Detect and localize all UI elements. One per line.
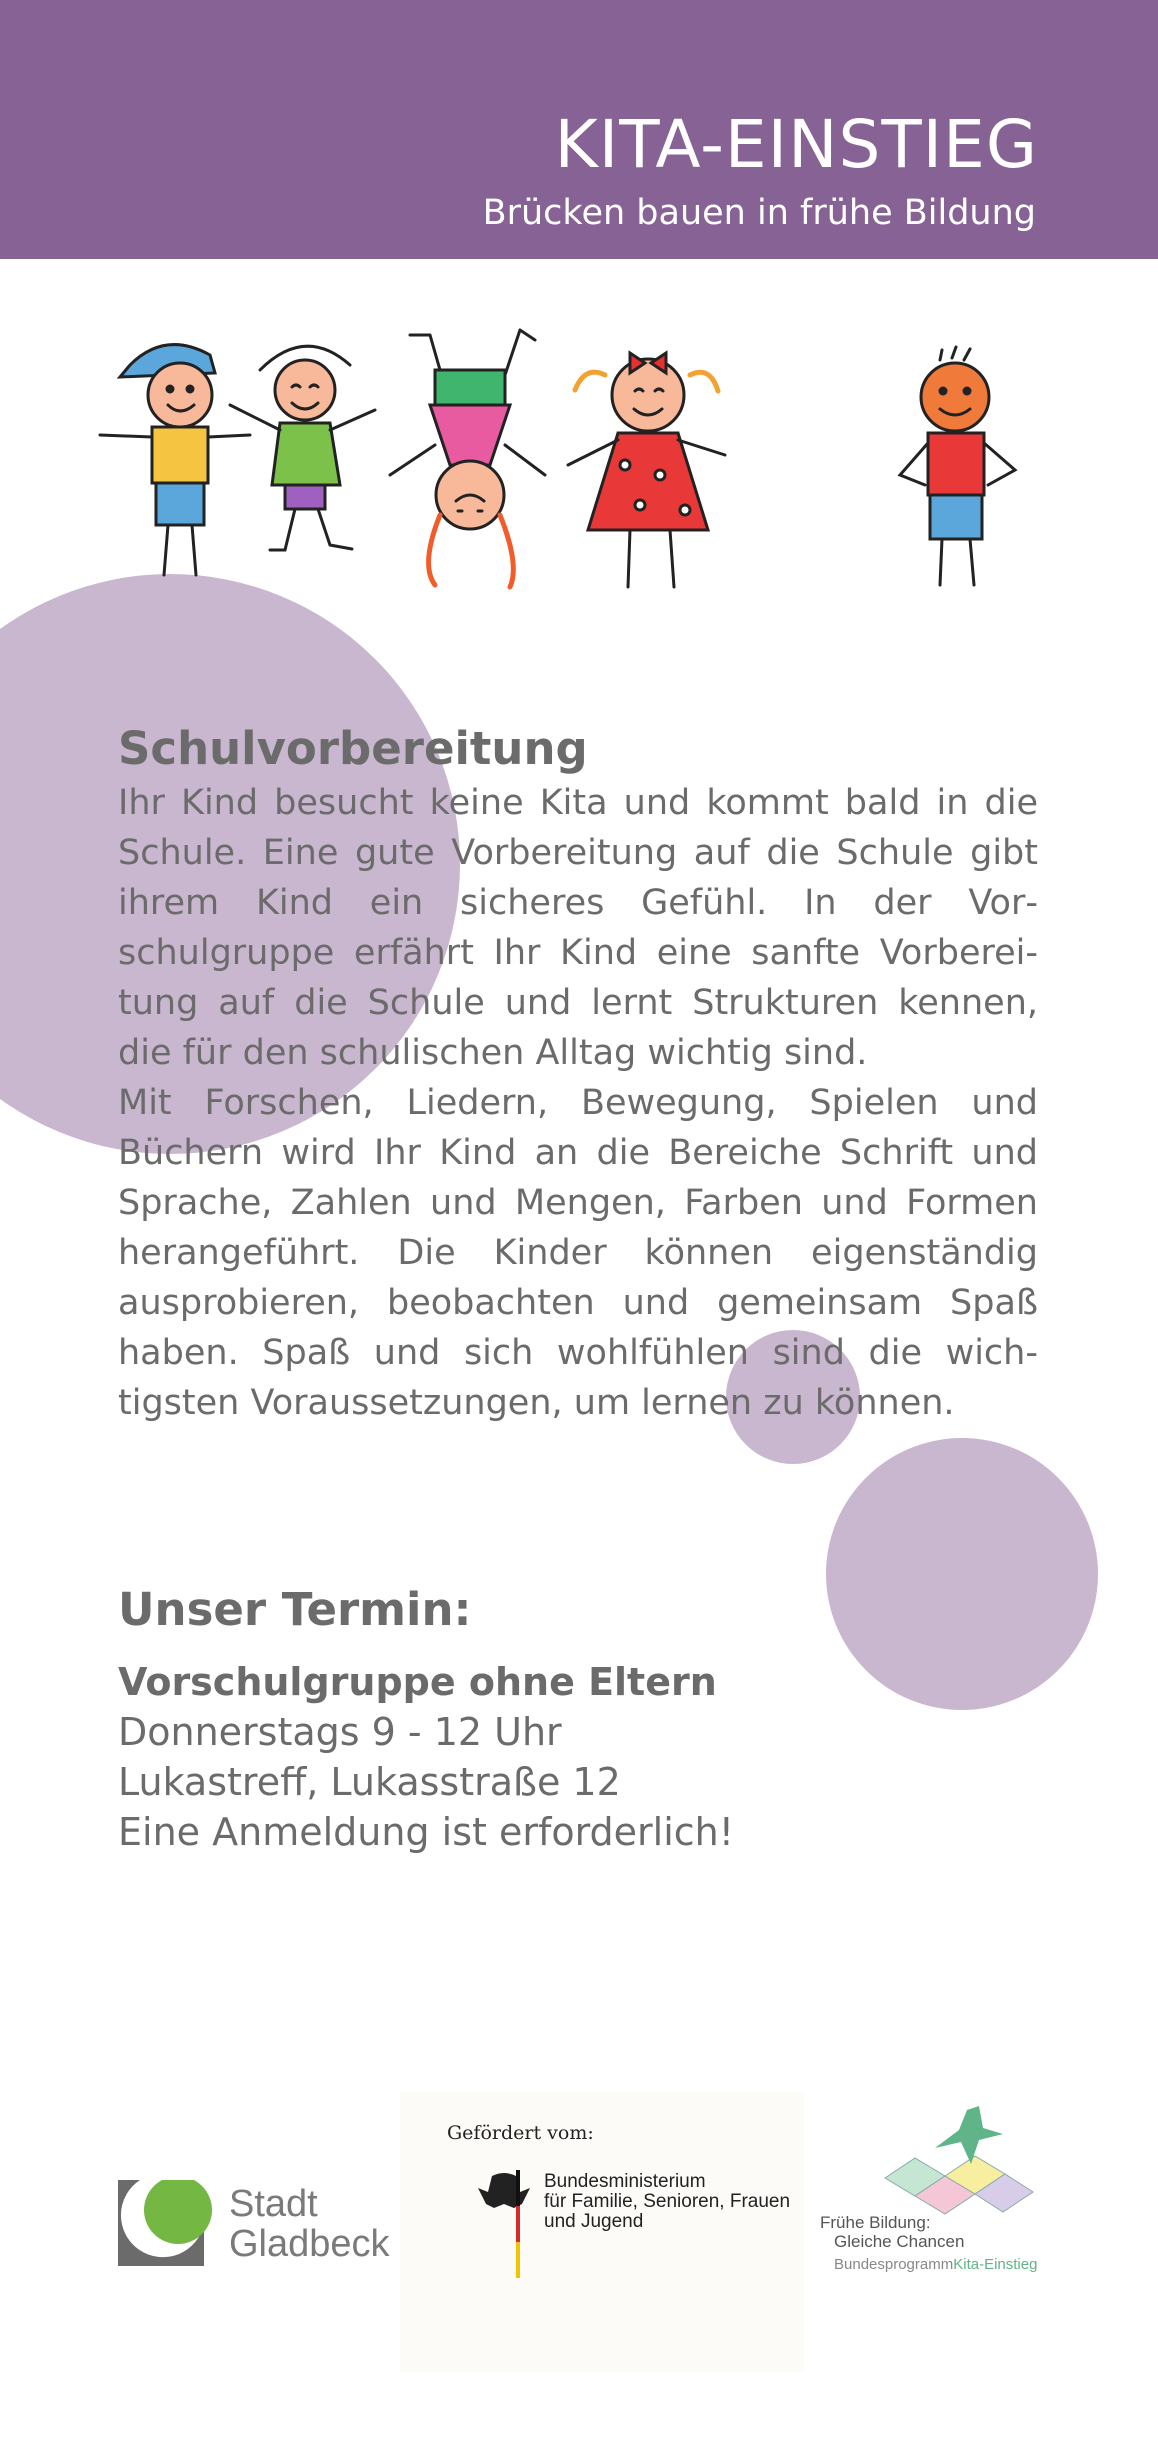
section-schulvorbereitung: [118, 724, 1038, 1428]
paragraph-activities: Mit Forschen, Liedern, Bewegung, Spielen und Büchern wird Ihr Kind an die Bereiche Schrift und Sprache, Zahlen und Mengen, Farben und Formen herangeführt. Die Kinder können eigenständig ausprobieren, beobachten und gemeinsam Spaß haben. Spaß und sich wohlfühlen sind die wichtigsten Voraussetzungen, um lernen zu können.: [118, 1082, 1038, 1423]
section-heading: Unser Termin:: [118, 1583, 472, 1636]
ministry-name: Bundesministerium für Familie, Senioren, Frauen und Jugend: [544, 2171, 791, 2232]
kid-boy-with-cap: [100, 345, 250, 575]
kid-boy-red-shirt: [900, 347, 1015, 585]
federal-eagle-logo: [474, 2170, 534, 2278]
header-subtitle: Brücken bauen in frühe Bildung: [482, 193, 1036, 233]
kid-girl-red-dress: [568, 353, 725, 587]
program-name: BundesprogrammKita-Einstieg: [834, 2256, 1038, 2273]
section-heading: Schulvorbereitung: [118, 722, 588, 775]
registration-note: Eine Anmeldung ist erforderlich!: [118, 1809, 734, 1854]
header-title: KITA-EINSTIEG: [554, 106, 1038, 183]
section-termin: [118, 1585, 1038, 1857]
sponsor-label: Gefördert vom:: [447, 2122, 594, 2144]
kid-upside-down: [390, 330, 545, 587]
kids-illustration: [90, 325, 1065, 655]
program-slogan: Frühe Bildung: Gleiche Chancen: [820, 2213, 965, 2251]
schedule-time: Donnerstags 9 - 12 Uhr: [118, 1709, 562, 1754]
header-banner: [0, 0, 1158, 259]
paragraph-intro: Ihr Kind besucht keine Kita und kommt bald in die Schule. Eine gute Vorbereitung auf die Schule gibt ihrem Kind ein sicheres Gefühl. In der Vorschulgruppe erfährt Ihr Kind eine sanfte Vorbereitung auf die Schule und lernt Strukturen kennen, die für den schulischen Alltag wichtig sind.: [118, 782, 1038, 1073]
group-name: Vorschulgruppe ohne Eltern: [118, 1659, 717, 1704]
kid-girl-green-dress: [230, 346, 375, 550]
stadt-gladbeck-wordmark: Stadt Gladbeck: [229, 2183, 390, 2265]
location: Lukastreff, Lukasstraße 12: [118, 1759, 621, 1804]
